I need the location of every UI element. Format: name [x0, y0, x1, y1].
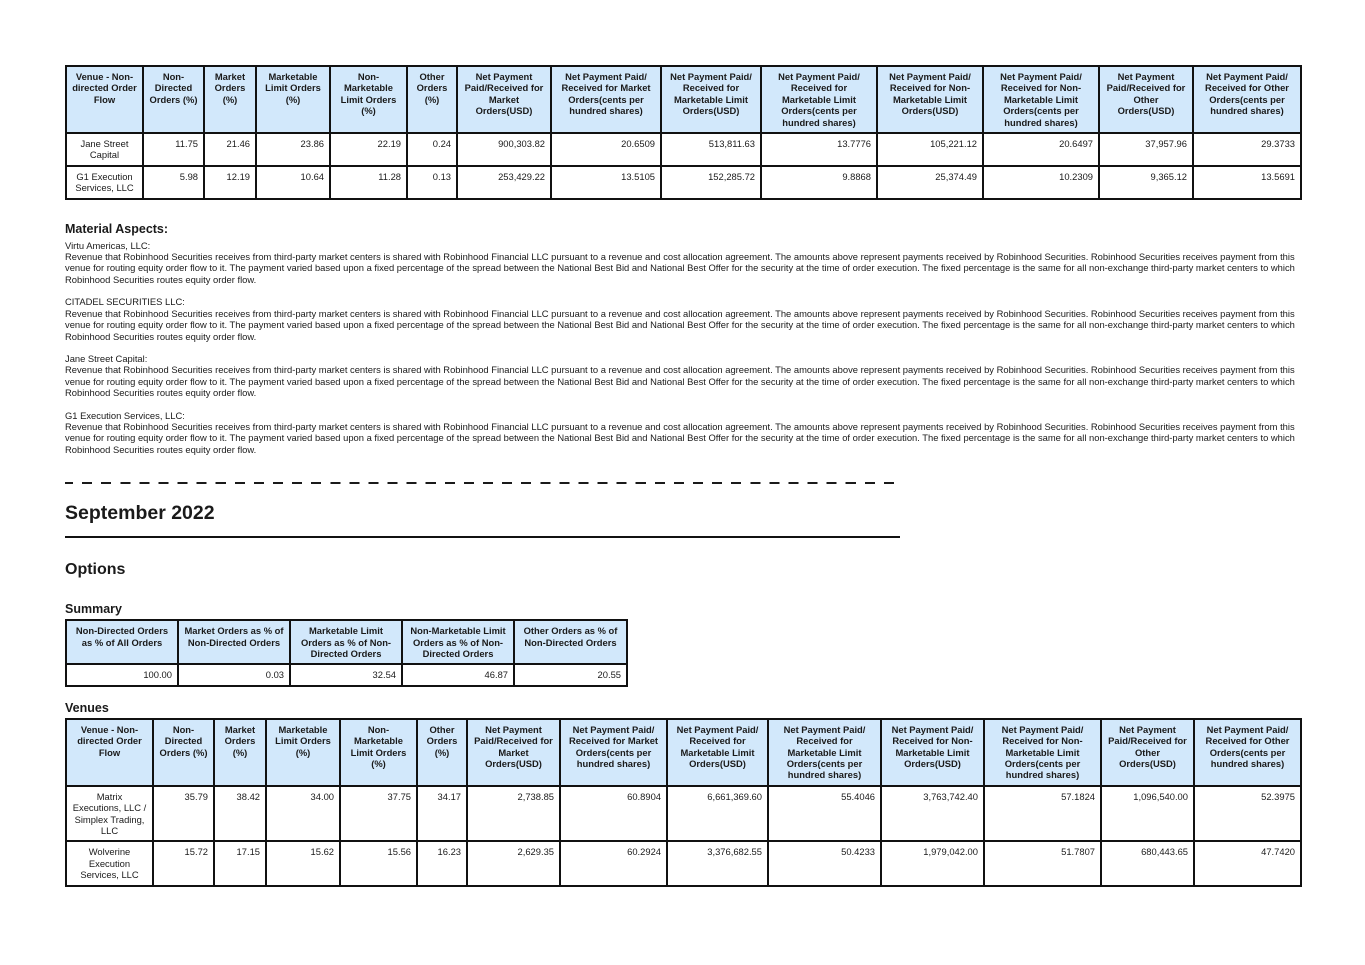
table-cell: 47.7420 [1194, 841, 1301, 885]
table-cell: 6,661,369.60 [667, 786, 768, 842]
venue-cell: G1 Execution Services, LLC [66, 166, 143, 199]
table-cell: 0.03 [178, 664, 290, 685]
summary-table [65, 619, 628, 687]
table-cell: 3,376,682.55 [667, 841, 768, 885]
column-header: Marketable Limit Orders as % of Non-Directed Orders [290, 620, 402, 664]
month-title: September 2022 [65, 502, 215, 525]
column-header: Net Payment Paid/Received for Other Orders(USD) [1099, 66, 1193, 133]
venue-name: Jane Street Capital: [65, 352, 148, 364]
table-cell: 513,811.63 [661, 133, 761, 166]
column-header: Other Orders as % of Non-Directed Orders [514, 620, 627, 664]
material-aspect-block [65, 353, 1300, 399]
table-cell: 23.86 [256, 133, 330, 166]
table-cell: 10.64 [256, 166, 330, 199]
table-cell: 46.87 [402, 664, 514, 685]
table-cell: 15.56 [340, 841, 417, 885]
table-cell: 60.2924 [560, 841, 667, 885]
column-header: Net Payment Paid/ Received for Marketable Limit Orders(cents per hundred shares) [761, 66, 877, 133]
aspect-text: Revenue that Robinhood Securities receives from third-party market centers is shared with Robinhood Financial LLC pursuant to a revenue and cost allocation agreement. The amounts above represent payments received by Robinhood Securities. Robinhood Securities receives payment from this venue for routing equity order flow to it. The payment varied based upon a fixed percentage of the spread between the National Best Bid and National Best Offer for the security at the time of order execution. The fixed percentage is the same for all non-exchange third-party market centers to which Robinhood Securities routes equity order flow. [65, 251, 1295, 285]
column-header: Non-Directed Orders as % of All Orders [66, 620, 178, 664]
column-header: Venue - Non-directed Order Flow [66, 66, 143, 133]
aspect-text: Revenue that Robinhood Securities receives from third-party market centers is shared with Robinhood Financial LLC pursuant to a revenue and cost allocation agreement. The amounts above represent payments received by Robinhood Securities. Robinhood Securities receives payment from this venue for routing equity order flow to it. The payment varied based upon a fixed percentage of the spread between the National Best Bid and National Best Offer for the security at the time of order execution. The fixed percentage is the same for all non-exchange third-party market centers to which Robinhood Securities routes equity order flow. [65, 420, 1295, 455]
column-header: Net Payment Paid/Received for Market Orders(USD) [457, 66, 551, 133]
table-cell: 34.17 [417, 786, 467, 842]
column-header: Non-Directed Orders (%) [153, 719, 214, 786]
table-cell: 52.3975 [1194, 786, 1301, 842]
table-cell: 0.13 [407, 166, 457, 199]
column-header: Net Payment Paid/ Received for Marketable Limit Orders(USD) [661, 66, 761, 133]
table-cell: 152,285.72 [661, 166, 761, 199]
column-header: Net Payment Paid/Received for Other Orders(USD) [1101, 719, 1194, 786]
table-cell: 5.98 [143, 166, 204, 199]
table-cell: 11.75 [143, 133, 204, 166]
table-cell: 1,096,540.00 [1101, 786, 1194, 842]
table-cell: 900,303.82 [457, 133, 551, 166]
table-header-row [66, 66, 1301, 133]
table-cell: 32.54 [290, 664, 402, 685]
table-cell: 51.7807 [984, 841, 1101, 885]
column-header: Net Payment Paid/ Received for Marketable Limit Orders(USD) [667, 719, 768, 786]
summary-title: Summary [65, 602, 122, 617]
column-header: Other Orders (%) [407, 66, 457, 133]
table-cell: 25,374.49 [877, 166, 983, 199]
table-cell: 253,429.22 [457, 166, 551, 199]
table-cell: 34.00 [266, 786, 340, 842]
table-cell: 37,957.96 [1099, 133, 1193, 166]
table-cell: 15.72 [153, 841, 214, 885]
table-cell: 17.15 [214, 841, 266, 885]
dashed-divider [65, 482, 900, 484]
column-header: Non-Marketable Limit Orders as % of Non-Directed Orders [402, 620, 514, 664]
table-cell: 21.46 [204, 133, 256, 166]
table-row [66, 166, 1301, 199]
table-cell: 55.4046 [768, 786, 881, 842]
column-header: Net Payment Paid/ Received for Marketable Limit Orders(cents per hundred shares) [768, 719, 881, 786]
column-header: Market Orders (%) [214, 719, 266, 786]
table-cell: 10.2309 [983, 166, 1099, 199]
column-header: Net Payment Paid/Received for Market Orders(USD) [467, 719, 560, 786]
column-header: Non-Marketable Limit Orders (%) [340, 719, 417, 786]
table-cell: 13.5105 [551, 166, 661, 199]
table-cell: 20.6509 [551, 133, 661, 166]
column-header: Venue - Non-directed Order Flow [66, 719, 153, 786]
table-row [66, 786, 1301, 842]
table-cell: 12.19 [204, 166, 256, 199]
venue-cell: Jane Street Capital [66, 133, 143, 166]
table-cell: 13.5691 [1193, 166, 1301, 199]
table-cell: 37.75 [340, 786, 417, 842]
venue-name: Virtu Americas, LLC: [65, 239, 151, 251]
report-page [65, 65, 1300, 887]
table-cell: 1,979,042.00 [881, 841, 984, 885]
column-header: Marketable Limit Orders (%) [266, 719, 340, 786]
options-venues-table [65, 718, 1302, 887]
table-cell: 50.4233 [768, 841, 881, 885]
column-header: Non-Marketable Limit Orders (%) [330, 66, 407, 133]
table-cell: 3,763,742.40 [881, 786, 984, 842]
table-row [66, 664, 627, 685]
table-header-row [66, 719, 1301, 786]
material-aspects-title: Material Aspects: [65, 221, 169, 236]
venue-cell: Wolverine Execution Services, LLC [66, 841, 153, 885]
material-aspect-block [65, 410, 1300, 456]
aspect-text: Revenue that Robinhood Securities receives from third-party market centers is shared with Robinhood Financial LLC pursuant to a revenue and cost allocation agreement. The amounts above represent payments received by Robinhood Securities. Robinhood Securities receives payment from this venue for routing equity order flow to it. The payment varied based upon a fixed percentage of the spread between the National Best Bid and National Best Offer for the security at the time of order execution. The fixed percentage is the same for all non-exchange third-party market centers to which Robinhood Securities routes equity order flow. [65, 307, 1295, 342]
table-cell: 57.1824 [984, 786, 1101, 842]
table-cell: 22.19 [330, 133, 407, 166]
column-header: Net Payment Paid/ Received for Non-Marketable Limit Orders(cents per hundred shares) [983, 66, 1099, 133]
column-header: Net Payment Paid/ Received for Market Orders(cents per hundred shares) [551, 66, 661, 133]
table-header-row [66, 620, 627, 664]
table-row [66, 133, 1301, 166]
table-cell: 100.00 [66, 664, 178, 685]
table-cell: 29.3733 [1193, 133, 1301, 166]
column-header: Net Payment Paid/ Received for Non-Marketable Limit Orders(USD) [881, 719, 984, 786]
venues-title: Venues [65, 700, 109, 715]
table-cell: 16.23 [417, 841, 467, 885]
column-header: Net Payment Paid/ Received for Non-Marketable Limit Orders(cents per hundred shares) [984, 719, 1101, 786]
column-header: Non-Directed Orders (%) [143, 66, 204, 133]
table-cell: 2,738.85 [467, 786, 560, 842]
column-header: Net Payment Paid/ Received for Other Orders(cents per hundred shares) [1194, 719, 1301, 786]
column-header: Market Orders as % of Non-Directed Orders [178, 620, 290, 664]
venue-name: CITADEL SECURITIES LLC: [65, 296, 185, 308]
material-aspect-block [65, 240, 1300, 286]
table-cell: 13.7776 [761, 133, 877, 166]
table-cell: 2,629.35 [467, 841, 560, 885]
column-header: Net Payment Paid/ Received for Market Orders(cents per hundred shares) [560, 719, 667, 786]
venue-name: G1 Execution Services, LLC: [65, 409, 185, 421]
table-cell: 0.24 [407, 133, 457, 166]
table-cell: 15.62 [266, 841, 340, 885]
solid-divider [65, 536, 900, 538]
column-header: Net Payment Paid/ Received for Other Orders(cents per hundred shares) [1193, 66, 1301, 133]
table-cell: 35.79 [153, 786, 214, 842]
table-cell: 11.28 [330, 166, 407, 199]
table-cell: 20.55 [514, 664, 627, 685]
equity-venues-table [65, 65, 1302, 200]
table-row [66, 841, 1301, 885]
venue-cell: Matrix Executions, LLC / Simplex Trading, LLC [66, 786, 153, 842]
column-header: Other Orders (%) [417, 719, 467, 786]
table-cell: 60.8904 [560, 786, 667, 842]
table-cell: 9,365.12 [1099, 166, 1193, 199]
aspect-text: Revenue that Robinhood Securities receives from third-party market centers is shared with Robinhood Financial LLC pursuant to a revenue and cost allocation agreement. The amounts above represent payments received by Robinhood Securities. Robinhood Securities receives payment from this venue for routing equity order flow to it. The payment varied based upon a fixed percentage of the spread between the National Best Bid and National Best Offer for the security at the time of order execution. The fixed percentage is the same for all non-exchange third-party market centers to which Robinhood Securities routes equity order flow. [65, 364, 1295, 399]
section-title: Options [65, 561, 126, 579]
table-cell: 9.8868 [761, 166, 877, 199]
table-cell: 680,443.65 [1101, 841, 1194, 885]
material-aspect-block [65, 296, 1300, 342]
table-cell: 38.42 [214, 786, 266, 842]
table-cell: 20.6497 [983, 133, 1099, 166]
table-cell: 105,221.12 [877, 133, 983, 166]
column-header: Marketable Limit Orders (%) [256, 66, 330, 133]
column-header: Net Payment Paid/ Received for Non-Marketable Limit Orders(USD) [877, 66, 983, 133]
column-header: Market Orders (%) [204, 66, 256, 133]
